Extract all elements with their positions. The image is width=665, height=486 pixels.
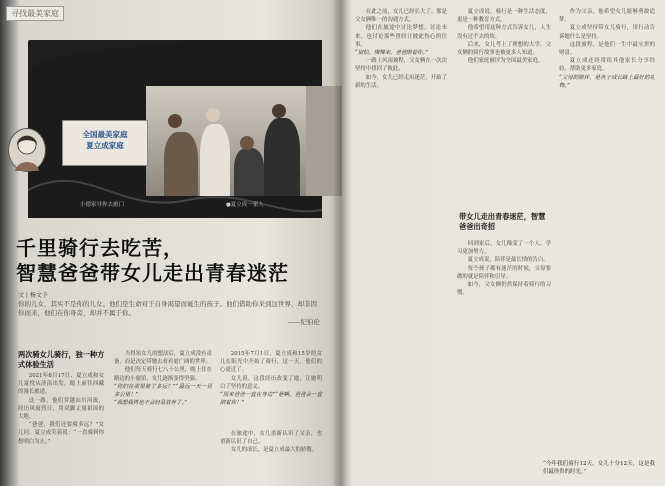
title-line2: 智慧爸爸带女儿走出青春迷茫 [16, 261, 289, 285]
paragraph: 在旅途中，女儿重新认识了父亲，也重新认识了自己。 [220, 431, 322, 446]
paragraph: 他希望用这种方式告诉女儿，人生没有过不去的坎。 [457, 25, 551, 40]
paragraph: 夏立成说，骑行是一种生活态度，更是一种教育方式。 [457, 9, 551, 24]
caption-line1: 全国最美家庭 [82, 130, 128, 139]
photo-credit: 小德家导你去旅门 [80, 202, 125, 208]
photo-card [28, 40, 322, 218]
paragraph: 他们家庭被评为全国最美家庭。 [467, 58, 544, 65]
epigraph-signature: ——纪伯伦 [287, 318, 320, 326]
paragraph: 夏立成坚持带女儿骑行，用行动告诉她什么是坚持。 [559, 25, 655, 40]
paragraph: 女儿说，这段经历改变了她，让她明白了坚持的意义。 [220, 375, 322, 390]
paragraph: 他们在旅途中讨论梦想，讨论未来，也讨论那些曾经让彼此伤心的往事。 [355, 25, 447, 48]
title-line1: 千里骑行去吃苦， [16, 236, 184, 260]
author-avatar [8, 128, 46, 172]
paragraph: 这段旅程，是他们一生中最宝贵的财富。 [559, 41, 655, 57]
right-column-2 [457, 8, 551, 65]
closing-quote: “今年我们骑行12天，女儿十分12天，这是我们最珍贵的时光。” [543, 461, 655, 475]
left-column-4 [220, 430, 322, 455]
paragraph: 他们每天骑行七八十公里，晚上住在路边的小旅馆，女儿逐渐变得坚强。 [114, 367, 212, 382]
paragraph: 女儿的成长，是夏立成最大的骄傲。 [230, 447, 318, 454]
paragraph: 作为父亲，他希望女儿能够勇敢追梦。 [559, 9, 655, 24]
paragraph: 如今，父女俩仍然保持着骑行的习惯。 [457, 282, 551, 297]
dialogue-line: “你们在那里骑了多远？”“最远一天一百多公里！” [114, 383, 212, 399]
family-photo [146, 86, 342, 196]
paragraph: 当得知女儿的想法后，夏立成没有责备，而是决定带她去看看更广阔的世界。 [114, 351, 212, 366]
right-column-4 [559, 8, 655, 90]
paragraph: 夏立成说，陪伴是最长情的告白。 [467, 257, 549, 264]
paragraph: 这一路，他们穿越山川河流，经历风雨烈日，用双脚丈量祖国的大地。 [18, 397, 104, 421]
paragraph: 每个孩子都有迷茫的时候，父母要做的就是陪伴和引导。 [457, 265, 551, 280]
right-section-heading: 带女儿走出青春迷茫，智慧爸爸出奇招 [459, 212, 546, 231]
author-line: 文 | 杨文予 [18, 292, 48, 299]
dialogue-line: “别怕，慢慢来，爸爸陪着你。” [355, 50, 428, 57]
photo-credit-2: ●夏立成一家人 [226, 202, 264, 208]
right-page [343, 0, 665, 486]
left-column-3 [220, 350, 322, 407]
paragraph: 回到家后，女儿像变了一个人，学习更加努力。 [457, 241, 551, 256]
dialogue-line: “我想我再也不会轻易放弃了。” [114, 400, 187, 407]
right-column-1 [355, 8, 447, 90]
caption-line2: 夏立成家庭 [86, 141, 124, 150]
left-column-1 [18, 372, 104, 446]
paragraph: 2021年8月17日，夏立成和女儿夏悦从济南出发，踏上前往西藏的漫长旅途。 [18, 373, 104, 396]
paragraph: 一路上风雨兼程，父女俩在一次次坚持中找回了彼此。 [355, 58, 447, 73]
paragraph: 2015年7月1日，夏立成和15岁的女儿在阳光中开始了骑行，这一天，他们的心更近了。 [220, 351, 322, 374]
dialogue-line: “原来爸爸一直在身边”“是啊，爸爸会一直陪着你！” [220, 392, 322, 407]
paragraph: 如今，女儿已经走出迷茫，开始了新的生活。 [355, 74, 447, 89]
article-title [16, 236, 289, 286]
dialogue-line: “父母的陪伴，是孩子成长路上最好的礼物。” [559, 74, 655, 89]
paragraph: 后来，女儿考上了理想的大学，父女俩的骑行故事也被更多人知道。 [457, 41, 551, 57]
section-tag: 寻找最美家庭 [6, 6, 64, 21]
paragraph: 夏立成还经常给其他家长分享经验，帮助更多家庭。 [559, 58, 655, 73]
paragraph: 在此之前，女儿已经长大了。那是父女俩唯一的沟通方式。 [355, 9, 447, 24]
avatar-illustration-icon [9, 129, 45, 171]
epigraph-text: 你的儿女，其实不是你的儿女。他们是生命对于自身渴望而诞生的孩子。他们借助你来到这世界，却非因你而来，他们在你身旁，却并不属于你。 [18, 300, 317, 317]
left-section-heading: 两次骑女儿骑行，独一种方式体验生活 [18, 350, 105, 369]
right-column-3 [457, 240, 551, 297]
photo-caption-box [62, 120, 148, 166]
epigraph [18, 300, 320, 327]
left-column-2 [114, 350, 212, 407]
paragraph: “爸爸，我们还要骑多远？”女儿问。夏立成笑着说：“一直骑到你想明白为止。” [18, 422, 104, 445]
